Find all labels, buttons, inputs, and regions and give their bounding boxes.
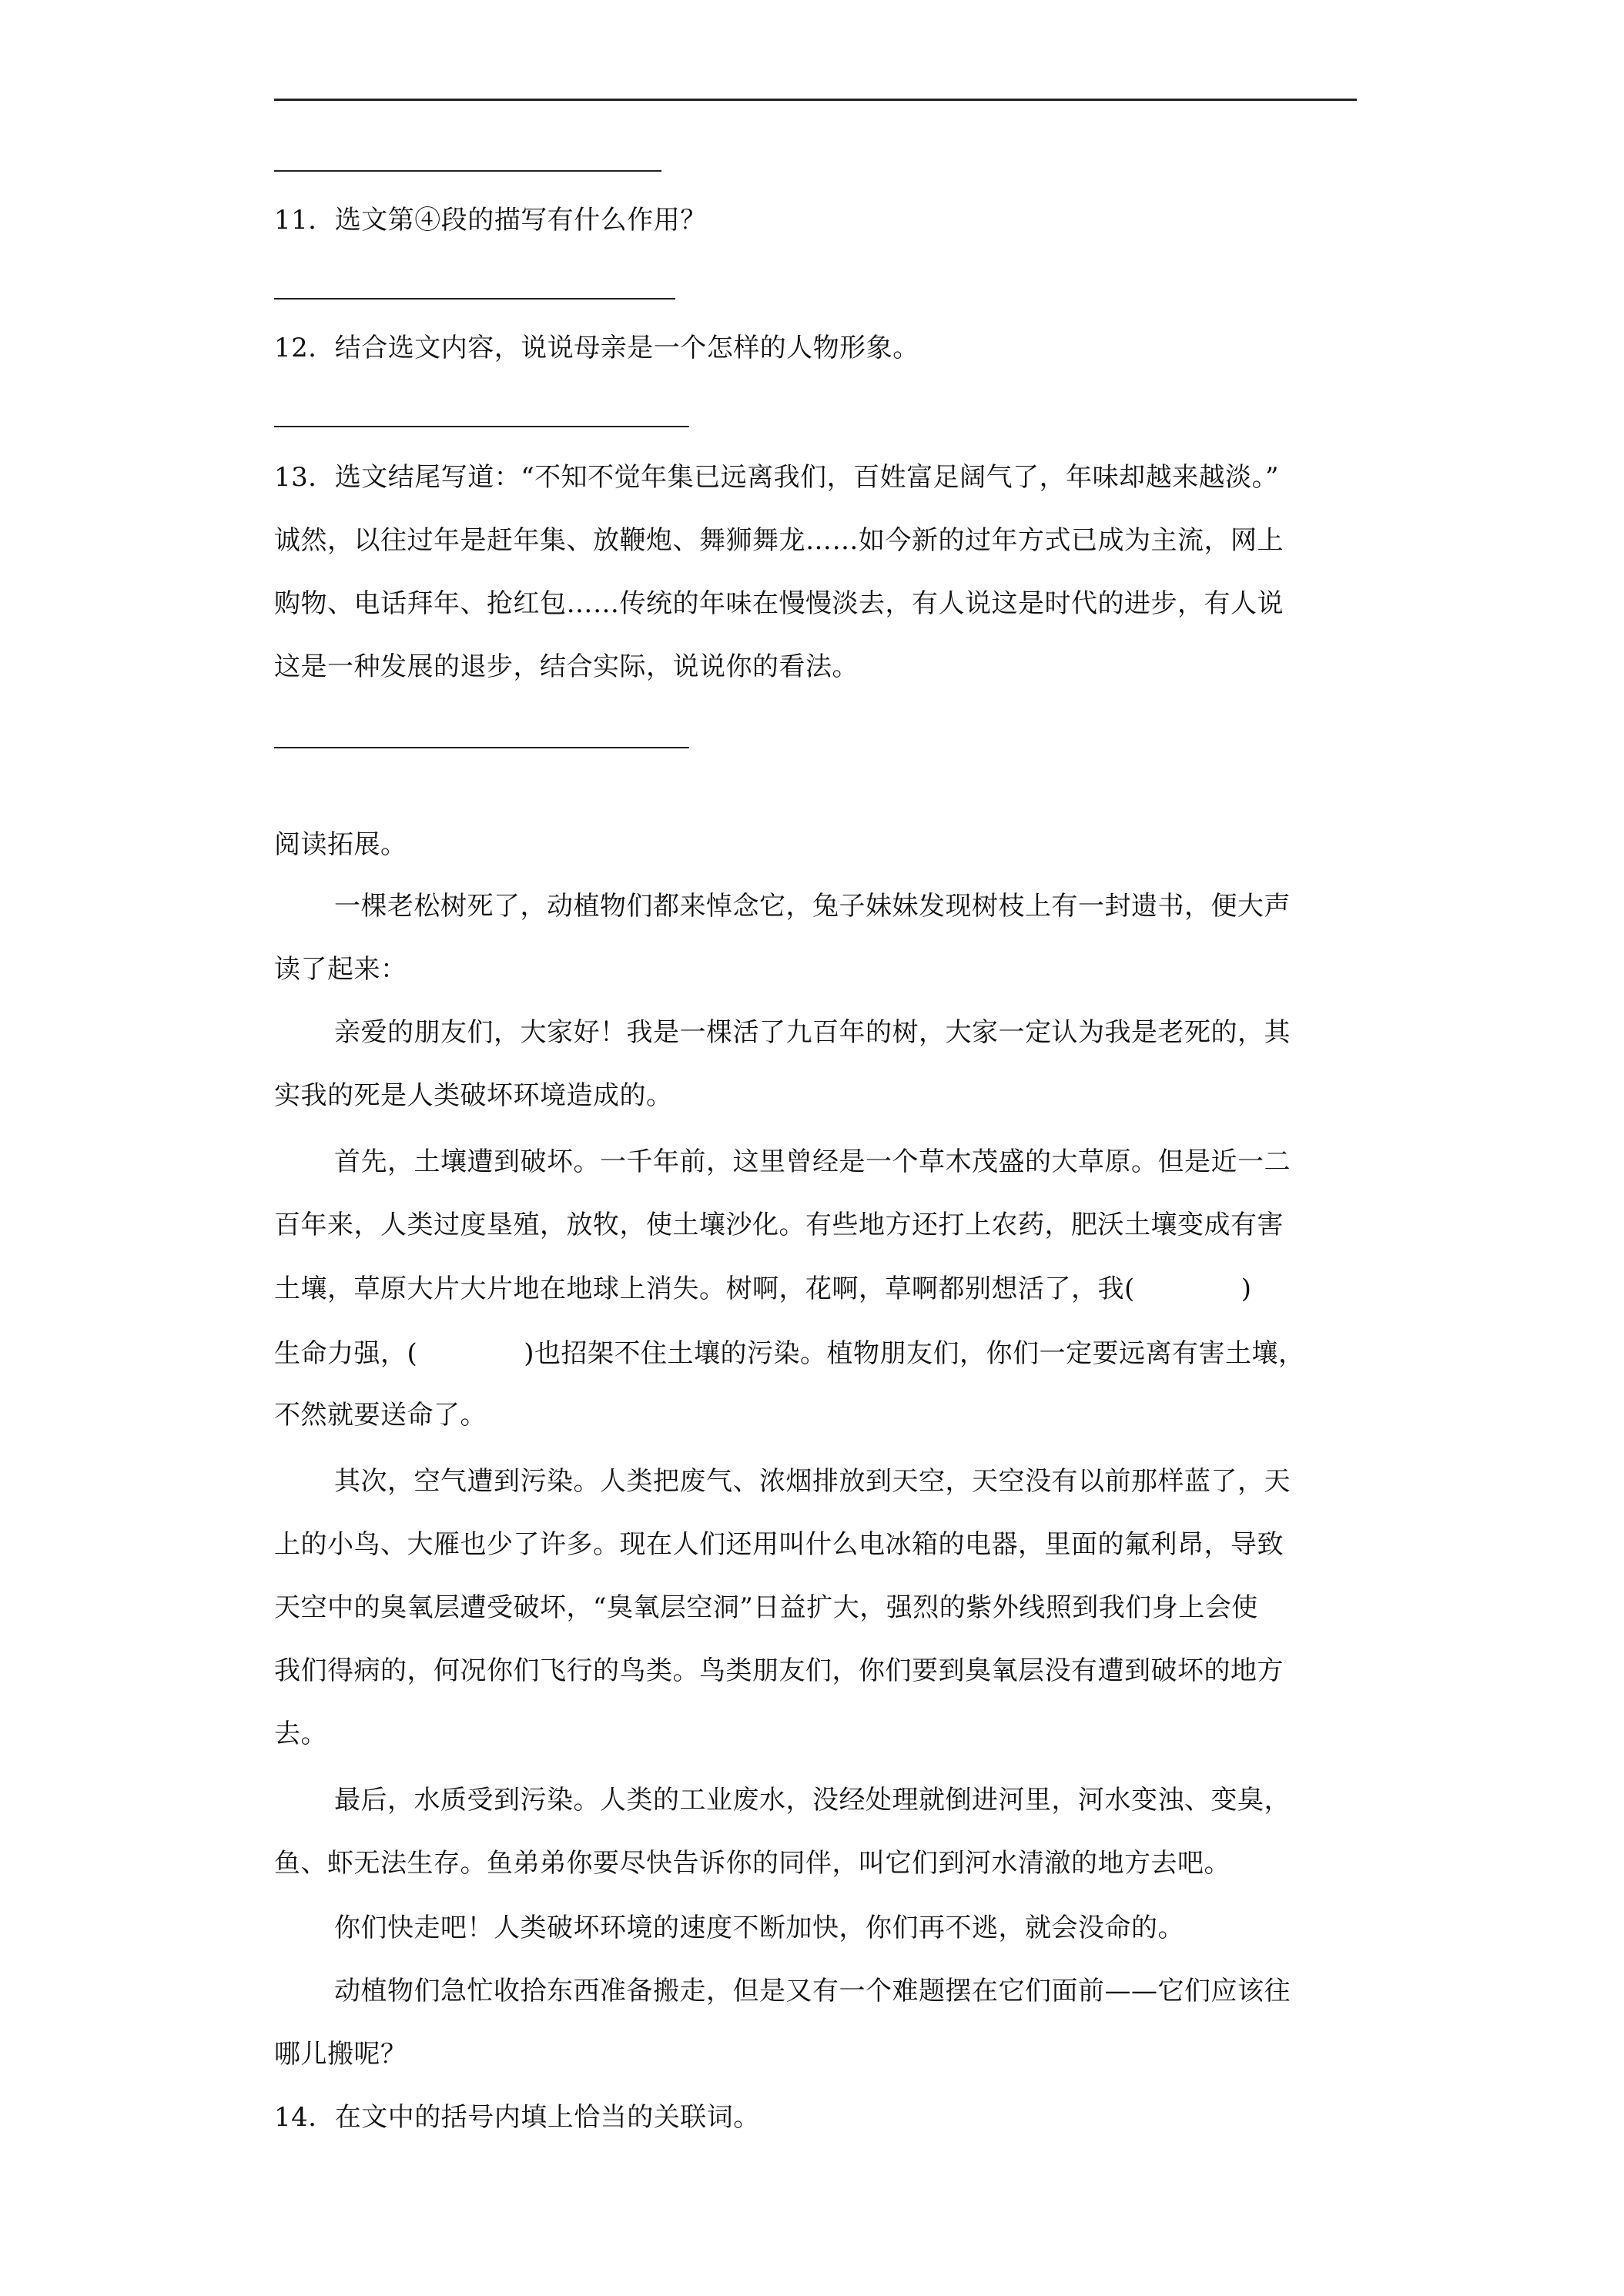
passage-line: 首先，土壤遭到破坏。一千年前，这里曾经是一个草木茂盛的大草原。但是近一二 [334, 1146, 1291, 1177]
passage-line: 我们得病的，何况你们飞行的鸟类。鸟类朋友们，你们要到臭氧层没有遭到破坏的地方 [274, 1655, 1284, 1686]
question-12: 12．结合选文内容，说说母亲是一个怎样的人物形象。 [274, 333, 919, 363]
passage-line: 不然就要送命了。 [274, 1400, 487, 1431]
passage-line: 鱼、虾无法生存。鱼弟弟你要尽快告诉你的同伴，叫它们到河水清澈的地方去吧。 [274, 1848, 1231, 1879]
passage-line: 实我的死是人类破坏环境造成的。 [274, 1080, 673, 1111]
passage-line: 最后，水质受到污染。人类的工业废水，没经处理就倒进河里，河水变浊、变臭， [334, 1785, 1291, 1816]
passage-line: 哪儿搬呢？ [274, 2039, 407, 2070]
question-13-line-3: 购物、电话拜年、抢红包……传统的年味在慢慢淡去，有人说这是时代的进步，有人说 [274, 588, 1284, 619]
top-answer-line [274, 99, 1357, 101]
passage-line: 上的小鸟、大雁也少了许多。现在人们还用叫什么电冰箱的电器，里面的氟利昂，导致 [274, 1529, 1284, 1560]
passage-line: 天空中的臭氧层遭受破坏，“臭氧层空洞”日益扩大，强烈的紫外线照到我们身上会使 [274, 1592, 1258, 1623]
answer-blank-11 [274, 298, 675, 300]
passage-line: 去。 [274, 1719, 327, 1749]
passage-line: 动植物们急忙收拾东西准备搬走，但是又有一个难题摆在它们面前——它们应该往 [334, 1976, 1291, 2006]
answer-blank-13 [274, 747, 689, 748]
reading-heading: 阅读拓展。 [274, 829, 407, 860]
passage-line: 读了起来： [274, 954, 407, 985]
passage-line: 生命力强，( )也招架不住土壤的污染。植物朋友们，你们一定要远离有害土壤， [274, 1338, 1305, 1369]
question-13-line-2: 诚然，以往过年是赶年集、放鞭炮、舞狮舞龙……如今新的过年方式已成为主流，网上 [274, 525, 1284, 556]
question-13-line-4: 这是一种发展的退步，结合实际，说说你的看法。 [274, 651, 859, 682]
passage-line: 你们快走吧！人类破坏环境的速度不断加快，你们再不逃，就会没命的。 [334, 1913, 1184, 1943]
answer-blank-12 [274, 426, 689, 427]
passage-line: 土壤，草原大片大片地在地球上消失。树啊，花啊，草啊都别想活了，我( ) [274, 1274, 1252, 1304]
passage-line: 一棵老松树死了，动植物们都来悼念它，兔子妹妹发现树枝上有一封遗书，便大声 [334, 891, 1291, 922]
question-14: 14．在文中的括号内填上恰当的关联词。 [274, 2102, 760, 2133]
question-11: 11．选文第④段的描写有什么作用？ [274, 205, 707, 236]
passage-line: 亲爱的朋友们，大家好！我是一棵活了九百年的树，大家一定认为我是老死的，其 [334, 1017, 1291, 1048]
answer-blank-10 [274, 170, 661, 172]
question-13-line-1: 13．选文结尾写道：“不知不觉年集已远离我们，百姓富足阔气了，年味却越来越淡。” [274, 462, 1280, 493]
passage-line: 其次，空气遭到污染。人类把废气、浓烟排放到天空，天空没有以前那样蓝了，天 [334, 1466, 1291, 1497]
passage-line: 百年来，人类过度垦殖，放牧，使土壤沙化。有些地方还打上农药，肥沃土壤变成有害 [274, 1210, 1284, 1240]
